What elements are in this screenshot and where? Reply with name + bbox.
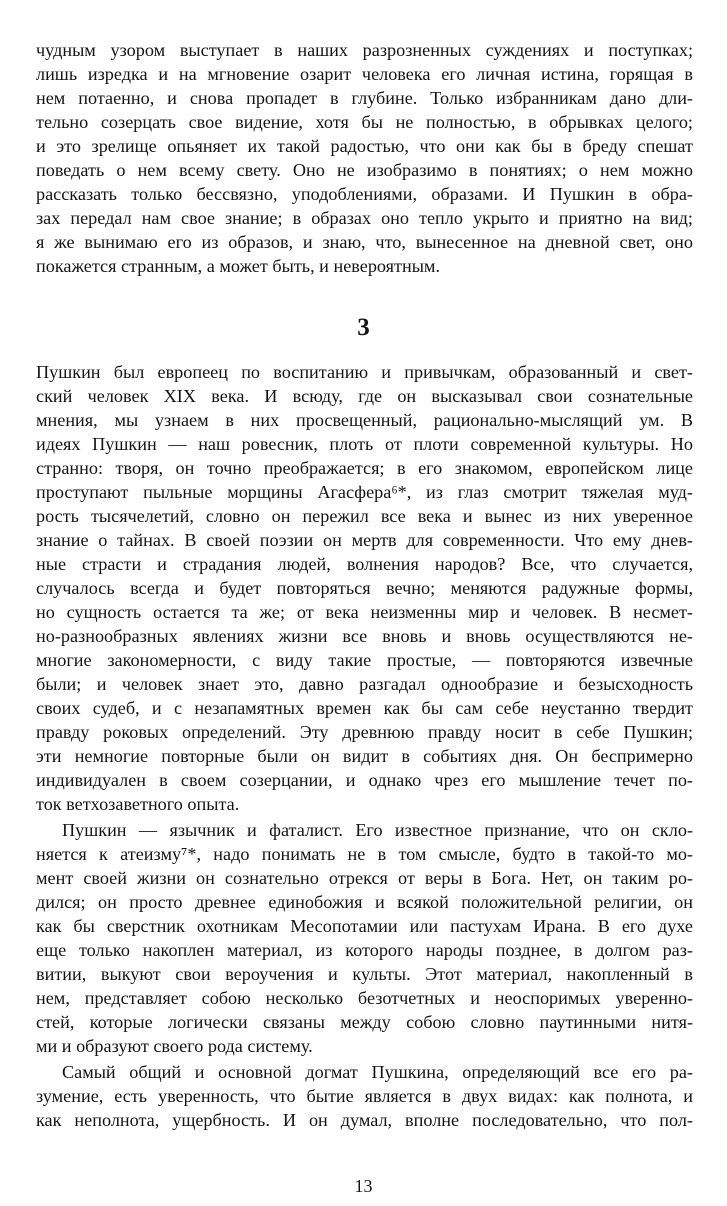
text-line: нем, представляет собою несколько безотчетных и неоспоримых уверенно- bbox=[36, 988, 693, 1008]
text-line: нем потаенно, и снова пропадет в глубине. Только избранникам дано дли- bbox=[36, 88, 693, 108]
text-line: индивидуален в своем созерцании, и однако чрез его мышление течет по- bbox=[36, 770, 693, 790]
text-line: стей, которые логически связаны между собою словно паутинными нитя- bbox=[36, 1012, 693, 1032]
text-line: и это зрелище опьяняет их такой радостью, что они как бы в бреду спешат bbox=[36, 136, 693, 156]
text-line: правду роковых определений. Эту древнюю правду носит в себе Пушкин; bbox=[36, 722, 693, 742]
section-number: 3 bbox=[357, 314, 370, 341]
text-line: рость тысячелетий, словно он пережил все века и вынес из них уверенное bbox=[36, 506, 693, 526]
text-line: мент своей жизни он сознательно отрекся от веры в Бога. Нет, он таким ро- bbox=[36, 868, 693, 888]
text-line: поведать о нем всему свету. Оно не изобразимо в понятиях; о нем можно bbox=[36, 160, 693, 180]
text-line: ми и образуют своего рода систему. bbox=[36, 1036, 313, 1056]
text-line: лишь изредка и на мгновение озарит человека его личная истина, горящая в bbox=[36, 64, 693, 84]
text-line: Пушкин — язычник и фаталист. Его известное признание, что он скло- bbox=[62, 820, 693, 840]
text-line: рассказать только бессвязно, уподоблениями, образами. И Пушкин в обра- bbox=[36, 184, 693, 204]
text-line: мнения, мы узнаем в них просвещенный, рационально-мыслящий ум. В bbox=[36, 410, 693, 430]
text-line: тельно созерцать свое видение, хотя бы не полностью, в обрывках целого; bbox=[36, 112, 693, 132]
text-line: покажется странным, а может быть, и невероятным. bbox=[36, 256, 440, 276]
text-line: многие закономерности, с виду такие простые, — повторяются извечные bbox=[36, 650, 693, 670]
text-line: няется к атеизму⁷*, надо понимать не в том смысле, будто в такой-то мо- bbox=[36, 844, 693, 864]
text-line: Пушкин был европеец по воспитанию и привычкам, образованный и свет- bbox=[36, 362, 693, 382]
text-line: были; и человек знает это, давно разгадал однообразие и безысходность bbox=[36, 674, 693, 694]
text-line: знание о тайнах. В своей поэзии он мертв для современности. Что ему днев- bbox=[36, 530, 693, 550]
page-number: 13 bbox=[354, 1176, 373, 1196]
text-line: еще только накоплен материал, из которого народы позднее, в долгом раз- bbox=[36, 940, 693, 960]
text-line: витии, выкуют свои вероучения и культы. Этот материал, накопленный в bbox=[36, 964, 693, 984]
text-line: идеях Пушкин — наш ровесник, плоть от плоти современной культуры. Но bbox=[36, 434, 693, 454]
text-line: как неполнота, ущербность. И он думал, вполне последовательно, что пол- bbox=[36, 1110, 693, 1130]
text-line: случалось всегда и будет повторяться вечно; меняются радужные формы, bbox=[36, 578, 693, 598]
text-line: проступают пыльные морщины Агасфера⁶*, из глаз смотрит тяжелая муд- bbox=[36, 482, 693, 502]
text-line: зумение, есть уверенность, что бытие является в двух видах: как полнота, и bbox=[36, 1086, 693, 1106]
text-line: ные страсти и страдания людей, волнения народов? Все, что случается, bbox=[36, 554, 693, 574]
text-line: ток ветхозаветного опыта. bbox=[36, 794, 240, 814]
text-line: своих судеб, и с незапамятных времен как бы сам себе неустанно твердит bbox=[36, 698, 693, 718]
text-line: но сущность остается та же; от века неизменны мир и человек. В несмет- bbox=[36, 602, 693, 622]
text-line: эти немногие повторные были он видит в событиях дня. Он беспримерно bbox=[36, 746, 693, 766]
text-line: ский человек XIX века. И всюду, где он высказывал свои сознательные bbox=[36, 386, 693, 406]
text-line: чудным узором выступает в наших разрозненных суждениях и поступках; bbox=[36, 40, 693, 60]
text-line: странно: творя, он точно преображается; в его знакомом, европейском лице bbox=[36, 458, 693, 478]
text-line: я же вынимаю его из образов, и знаю, что, вынесенное на дневной свет, оно bbox=[36, 232, 693, 252]
text-line: как бы сверстник охотникам Месопотамии или пастухам Ирана. В его духе bbox=[36, 916, 693, 936]
text-line: Самый общий и основной догмат Пушкина, определяющий все его ра- bbox=[62, 1062, 693, 1082]
text-line: дился; он просто древнее единобожия и всякой положительной религии, он bbox=[36, 892, 693, 912]
text-line: зах передал нам свое знание; в образах оно тепло укрыто и приятно на вид; bbox=[36, 208, 693, 228]
text-line: но-разнообразных явлениях жизни все вновь и вновь осуществляются не- bbox=[36, 626, 693, 646]
